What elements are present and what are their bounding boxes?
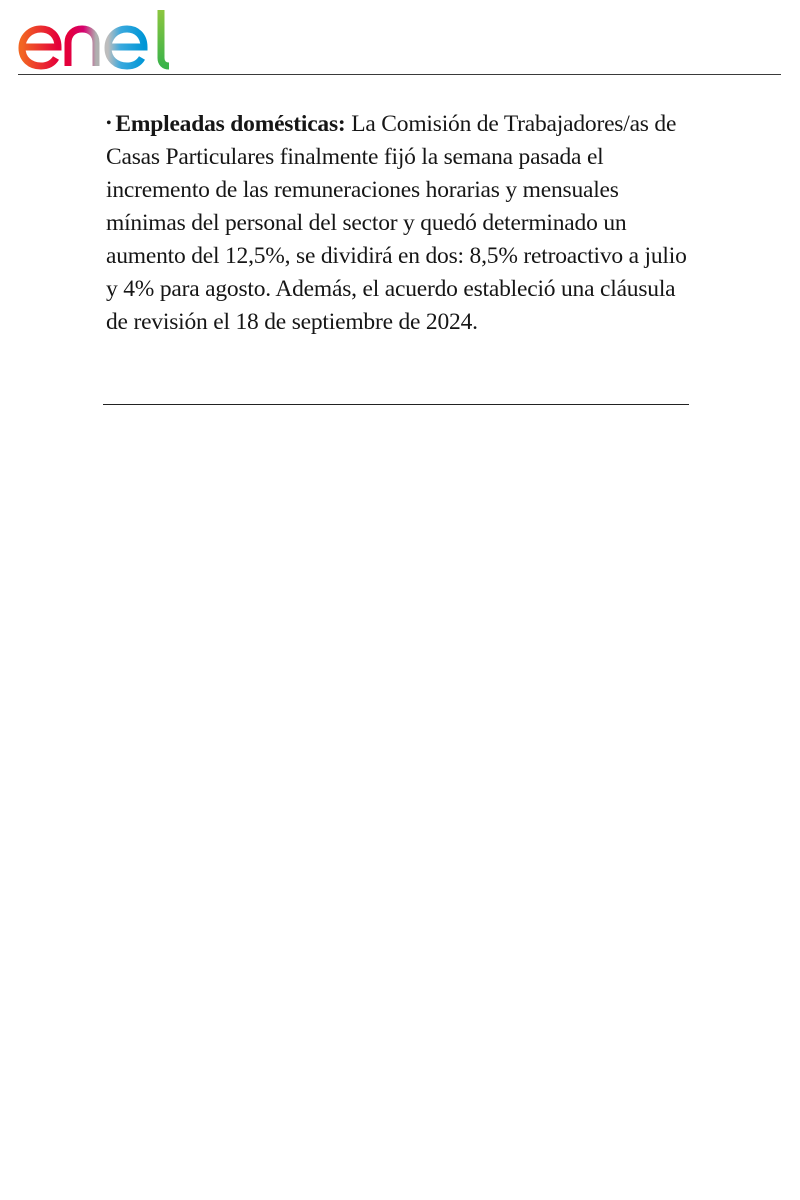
page-header xyxy=(0,0,800,76)
bullet-marker: • xyxy=(106,115,112,132)
article-content xyxy=(106,107,696,339)
header-divider xyxy=(18,74,781,75)
bullet-paragraph xyxy=(106,107,696,339)
enel-logo-icon[interactable] xyxy=(16,8,178,70)
paragraph-body: La Comisión de Trabajadores/as de Casas Particulares finalmente fijó la semana pasada el incremento de las remuneraciones horarias y mensuales mínimas del personal del sector y quedó determinado un aumento del 12,5%, se dividirá en dos: 8,5% retroactivo a julio y 4% para agosto. Además, el acuerdo estableció una cláusula de revisión el 18 de septiembre de 2024. xyxy=(106,111,687,335)
section-divider xyxy=(103,404,689,405)
paragraph-lead: Empleadas domésticas: xyxy=(115,111,346,137)
